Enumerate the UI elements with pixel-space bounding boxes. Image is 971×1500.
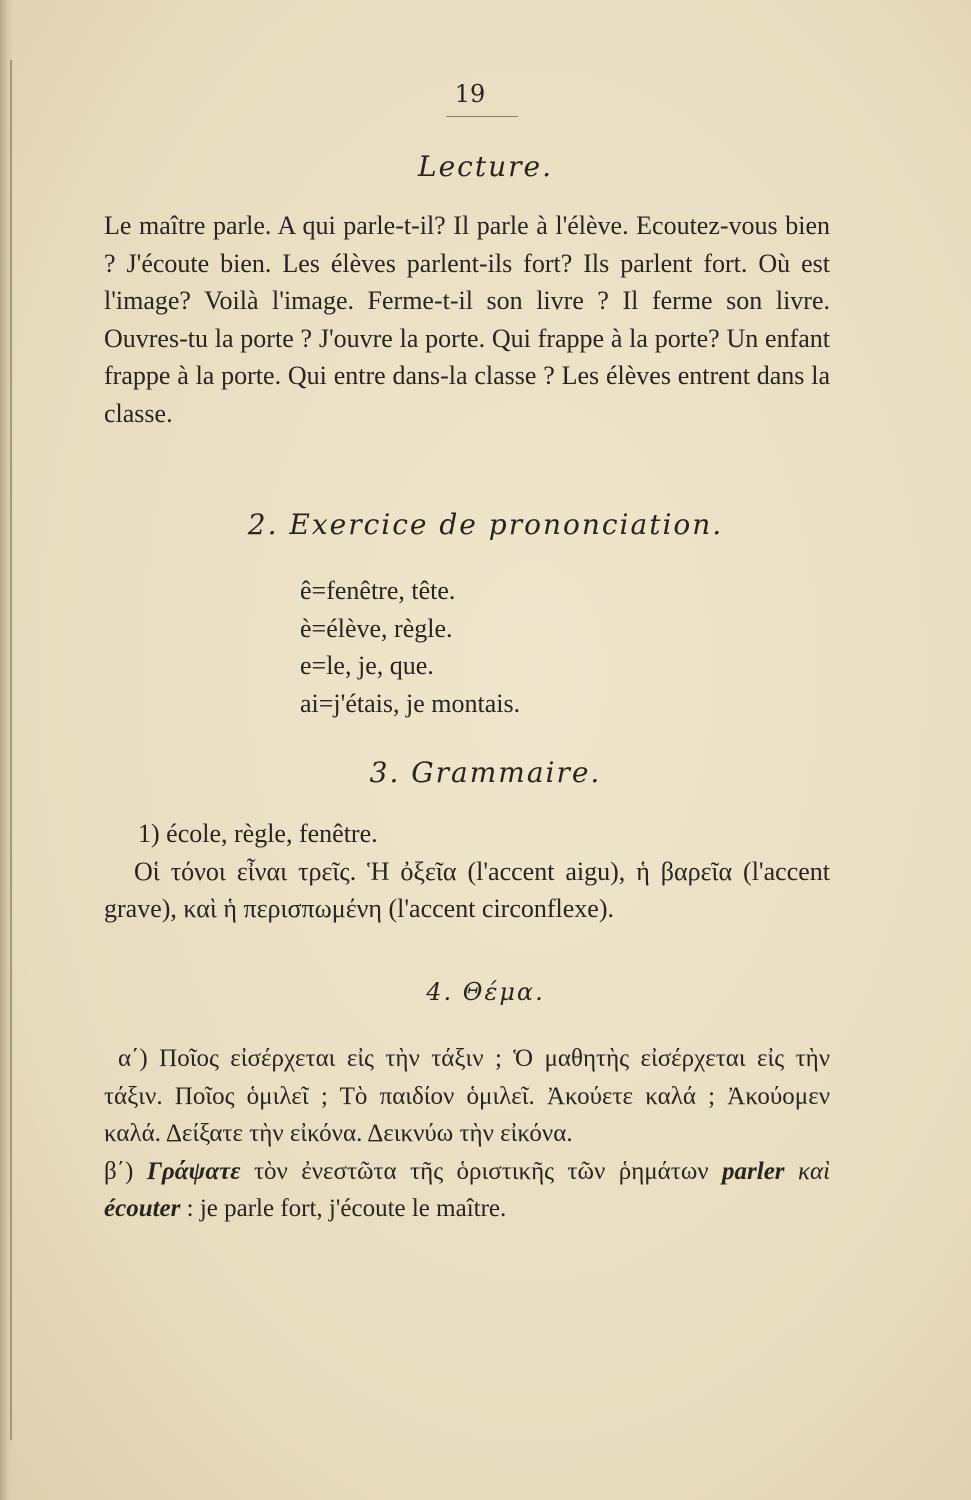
page-number: 19 — [454, 80, 486, 108]
lecture-section — [104, 207, 830, 432]
theme-b-label: β΄) — [104, 1157, 134, 1185]
theme-b-word-ecouter: écouter — [104, 1195, 181, 1222]
grammar-section — [104, 815, 830, 928]
pronunciation-rule: e=le, je, que. — [300, 651, 434, 680]
theme-b-mid: τὸν ἐνεστῶτα τῆς ὁριστικῆς τῶν ῥημάτων — [253, 1157, 709, 1185]
theme-section — [104, 1040, 830, 1228]
exercise-heading: 2. Exercice de prononciation. — [247, 508, 724, 541]
pronunciation-rule: ê=fenêtre, tête. — [300, 576, 456, 605]
lecture-heading: Lecture. — [418, 150, 553, 183]
spine-edge-line — [10, 60, 12, 1440]
theme-a-paragraph — [104, 1040, 830, 1153]
grammar-example: 1) école, règle, fenêtre. — [138, 819, 378, 848]
theme-a-text: Ποῖος εἰσέρχεται εἰς τὴν τάξιν ; Ὁ μαθητὴς εἰσέρχεται εἰς τὴν τάξιν. Ποῖος ὁμιλεῖ ; Τὸ παιδίον ὁμιλεῖ. Ἀκούετε καλά ; Ἀκούομεν καλά. Δείξατε τὴν εἰκόνα. Δεικνύω τὴν εἰκόνα. — [104, 1045, 830, 1147]
pronunciation-rule: ai=j'étais, je montais. — [300, 688, 521, 718]
theme-b-and: καὶ — [797, 1157, 831, 1185]
lecture-paragraph: Le maître parle. A qui parle-t-il? Il parle à l'élève. Ecoutez-vous bien ? J'écoute bien. Les élèves parlent-ils fort? Ils parlent fort. Où est l'image? Voilà l'image. Ferme-t-il son livre ? Il ferme son livre. Ouvres-tu la porte ? J'ouvre la porte. Qui frappe à la porte? Un enfant frappe à la porte. Qui entre dans-la classe ? Les élèves entrent dans la classe. — [104, 211, 830, 428]
page-number-rule — [446, 116, 518, 117]
theme-heading: 4. Θέμα. — [426, 978, 545, 1006]
theme-b-word-parler: parler — [722, 1157, 785, 1185]
theme-a-label: α΄) — [118, 1045, 148, 1072]
pronunciation-rule: è=élève, règle. — [300, 613, 453, 643]
pronunciation-rules — [300, 572, 520, 722]
grammar-heading: 3. Grammaire. — [369, 756, 602, 789]
theme-b-tail: : je parle fort, j'écoute le maître. — [186, 1195, 507, 1222]
grammar-paragraph: Οἱ τόνοι εἶναι τρεῖς. Ἡ ὀξεῖα (l'accent aigu), ἡ βαρεῖα (l'accent grave), καὶ ἡ περισπωμένη (l'accent circonflexe). — [104, 856, 830, 923]
theme-b-lead: Γράψατε — [146, 1157, 241, 1185]
theme-b-paragraph — [104, 1153, 830, 1228]
